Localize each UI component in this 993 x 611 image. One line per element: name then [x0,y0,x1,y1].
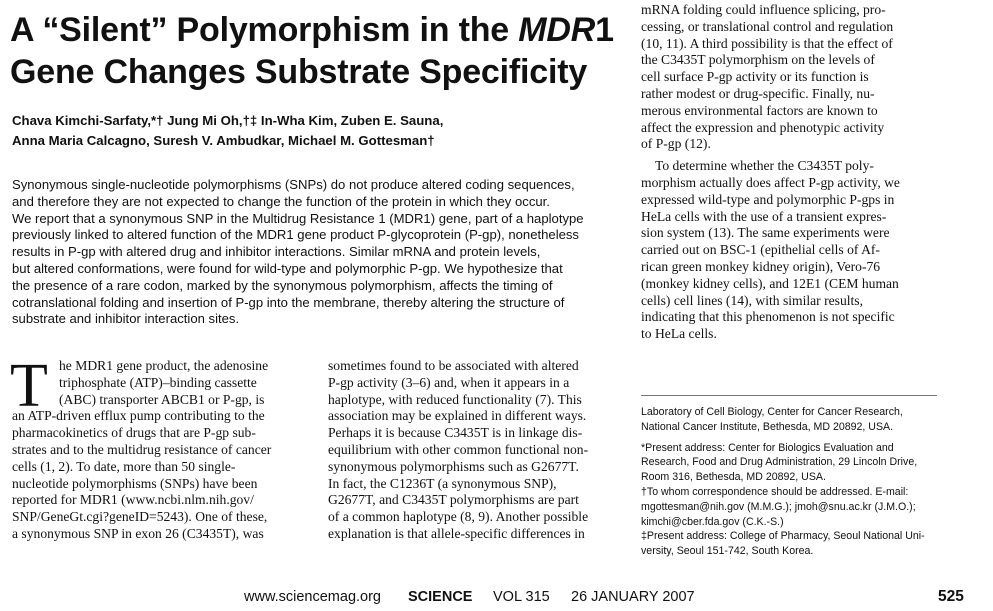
body-line: haplotype, with reduced functionality (7). This [328,391,582,407]
body-line: cessing, or translational control and regulation [641,18,894,34]
body-column-2 [328,358,626,543]
body-line: sometimes found to be associated with altered [328,358,579,373]
body-line: rican green monkey kidney origin), Vero-76 [641,258,881,274]
abstract-line: substrate and inhibitor interaction sites. [12,311,240,327]
abstract-line: Synonymous single-nucleotide polymorphisms (SNPs) do not produce altered coding sequences, [12,177,575,192]
body-line: synonymous polymorphisms such as G2677T. [328,458,579,474]
affiliation-line: Room 316, Bethesda, MD 20892, USA. [641,471,826,484]
body-line: merous environmental factors are known to [641,102,878,118]
body-line: he MDR1 gene product, the adenosine [59,358,269,373]
title-line-1 [10,9,620,51]
affiliation-line: versity, Seoul 151-742, South Korea. [641,545,814,558]
author-line-2: Anna Maria Calcagno, Suresh V. Ambudkar, Michael M. Gottesman† [12,133,435,148]
affiliation-notes [641,405,941,559]
body-line: (10, 11). A third possibility is that the effect of [641,35,893,51]
body-line: reported for MDR1 (www.ncbi.nlm.nih.gov/ [12,492,254,508]
body-line: strates and to the multidrug resistance of cancer [12,441,272,457]
paragraph-2 [641,158,937,343]
body-line: to HeLa cells. [641,326,717,342]
page-footer [0,589,993,611]
present-address-note [641,441,941,485]
body-line: nucleotide polymorphisms (SNPs) have been [12,475,258,491]
title-gene-name: MDR [518,11,596,49]
body-line: of P-gp (12). [641,136,711,152]
present-address-note-2 [641,529,941,559]
affiliation-line: National Cancer Institute, Bethesda, MD 20892, USA. [641,420,894,433]
abstract-line: results in P-gp with altered drug and inhibitor interactions. Similar mRNA and protein levels, [12,244,541,260]
title-line-2: Gene Changes Substrate Specificity [10,53,588,91]
footer-website: www.sciencemag.org [244,589,381,605]
abstract-line: cotranslational folding and insertion of P-gp into the membrane, thereby altering the structure of [12,294,565,310]
footer-volume: VOL 315 [493,589,550,605]
body-line: triphosphate (ATP)–binding cassette [59,374,257,390]
abstract-line: We report that a synonymous SNP in the Multidrug Resistance 1 (MDR1) gene, part of a haplotype [12,210,584,226]
body-line: affect the expression and phenotypic activity [641,119,885,135]
body-column-1 [10,352,312,543]
body-line: To determine whether the C3435T poly- [655,158,874,174]
affiliation-line: mgottesman@nih.gov (M.M.G.); jmoh@snu.ac.kr (J.M.O.); [641,500,916,513]
body-line: association may be explained in different ways. [328,408,587,424]
abstract-line: previously linked to altered function of the MDR1 gene product P-glycoprotein (P-gp), nonetheless [12,227,579,243]
body-line: cells) cell lines (14), with similar results, [641,292,863,308]
body-line: G2677T, and C3435T polymorphisms are part [328,492,579,508]
abstract-line: the presence of a rare codon, marked by the synonymous polymorphism, affects the timing of [12,277,553,293]
body-line: an ATP-driven efflux pump contributing to the [12,408,265,424]
body-line: rather modest or drug-specific. Finally, nu- [641,85,875,101]
body-line: sion system (13). The same experiments were [641,225,890,241]
body-column-3 [641,2,937,343]
body-line: morphism actually does affect P-gp activity, we [641,174,900,190]
correspondence-note [641,485,941,529]
body-line: SNP/GeneGt.cgi?geneID=5243). One of these, [12,509,268,525]
body-line: (monkey kidney cells), and 12E1 (CEM human [641,275,899,291]
body-line: HeLa cells with the use of a transient expres- [641,208,887,224]
affiliation-line: Laboratory of Cell Biology, Center for Cancer Research, [641,406,903,418]
body-line: of a common haplotype (8, 9). Another possible [328,509,589,525]
affiliation-line: *Present address: Center for Biologics Evaluation and [641,441,894,454]
drop-cap: T [10,352,48,420]
abstract-line: and therefore they are not expected to change the function of the protein in which they occur. [12,193,550,209]
article-title [10,9,620,93]
body-line: indicating that this phenomenon is not specific [641,309,895,325]
affiliation-line: Research, Food and Drug Administration, 29 Lincoln Drive, [641,456,918,469]
body-line: pharmacokinetics of drugs that are P-gp sub- [12,425,256,441]
body-line: In fact, the C1236T (a synonymous SNP), [328,475,557,491]
body-line: (ABC) transporter ABCB1 or P-gp, is [59,391,265,407]
title-gene-number: 1 [595,11,614,49]
affiliation-line: ‡Present address: College of Pharmacy, Seoul National Uni- [641,530,925,543]
author-list [12,111,612,151]
body-line: mRNA folding could influence splicing, pro- [641,2,886,17]
abstract [12,177,624,328]
body-line: cell surface P-gp activity or its function is [641,69,869,85]
body-line: explanation is that allele-specific differences in [328,525,585,541]
affiliation-line: †To whom correspondence should be addressed. E-mail: [641,485,909,498]
footer-date: 26 JANUARY 2007 [571,589,695,605]
affiliation-line: kimchi@cber.fda.gov (C.K.-S.) [641,515,784,528]
paragraph-1 [641,2,937,153]
affiliation-divider [641,395,937,396]
body-line: Perhaps it is because C3435T is in linkage dis- [328,425,583,441]
body-line: expressed wild-type and polymorphic P-gps in [641,191,895,207]
author-line-1: Chava Kimchi-Sarfaty,*† Jung Mi Oh,†‡ In-Wha Kim, Zuben E. Sauna, [12,113,444,128]
abstract-line: but altered conformations, were found for wild-type and polymorphic P-gp. We hypothesize that [12,260,563,276]
page-number: 525 [938,588,964,605]
title-line-1-text: A “Silent” Polymorphism in the [10,11,519,49]
body-line: cells (1, 2). To date, more than 50 single- [12,458,236,474]
body-line: the C3435T polymorphism on the levels of [641,52,875,68]
body-line: carried out on BSC-1 (epithelial cells of Af- [641,242,880,258]
footer-journal: SCIENCE [408,589,473,605]
body-line: P-gp activity (3–6) and, when it appears in a [328,374,570,390]
body-line: equilibrium with other common functional non- [328,441,589,457]
body-line: a synonymous SNP in exon 26 (C3435T), was [12,525,264,541]
